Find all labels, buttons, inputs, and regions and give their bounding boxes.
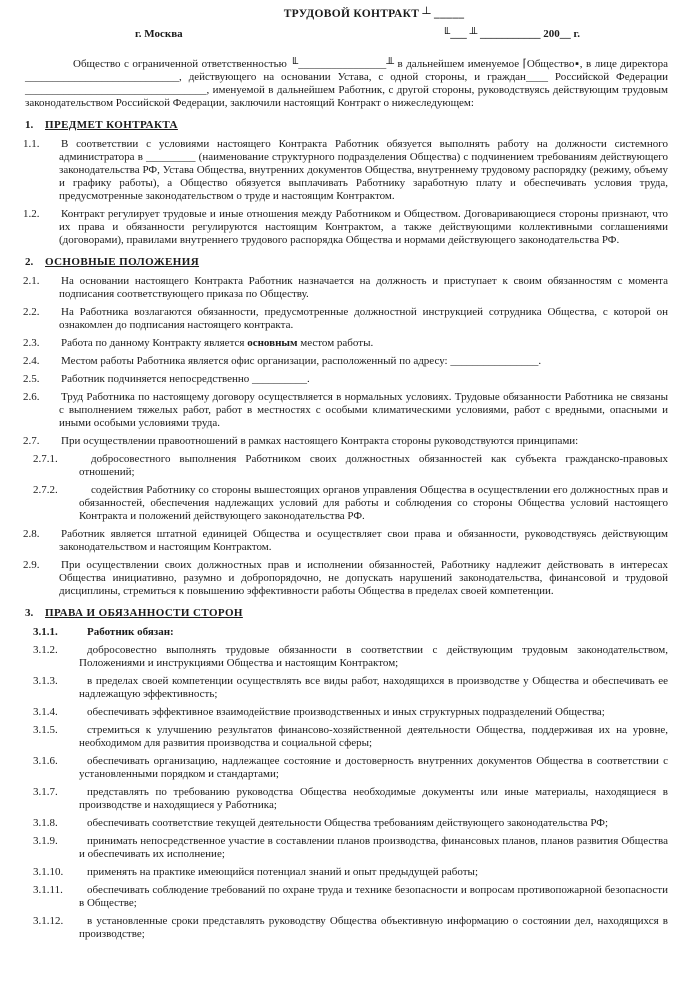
- clause-text: применять на практике имеющийся потенциал знаний и опыт предыдущей работы;: [87, 866, 478, 878]
- clause-number: 2.4.: [23, 355, 40, 367]
- clause-text: содействия Работнику со стороны вышестоящих органов управления Общества в осуществлении его должностных прав и обязанностей, обеспечения надлежащих условий для работы и соблюдения со стороны Общества условий настоящего Контракта и положений действующего законодательства РФ.: [79, 484, 668, 522]
- clause-2-8: [25, 528, 668, 554]
- clause-2-9: [25, 559, 668, 598]
- clause-3-1-5: [25, 724, 668, 750]
- clause-text: добросовестного выполнения Работником своих должностных обязанностей как субъекта гражданско-правовых отношений;: [79, 453, 668, 478]
- clause-2-4: [25, 355, 668, 368]
- section-heading-1: [25, 119, 668, 132]
- clause-text: Контракт регулирует трудовые и иные отношения между Работником и Обществом. Договаривающиеся стороны признают, что их права и обязанности регулируются настоящим Контрактом, а также действующими коллективными соглашениями (договорами), правилами внутреннего трудового распорядка Общества и нормами действующего законодательства РФ.: [59, 208, 668, 246]
- clause-text: Местом работы Работника является офис организации, расположенный по адресу: ________________.: [61, 355, 542, 367]
- preamble-paragraph: Общество с ограниченной ответственностью ╙________________╨ в дальнейшем именуемое ⌈Общество▪, в лице директора ____________________________, действующего на основании Устава, с одной стороны, и граждан____ Российской Федерации _________________________________, именуемой в дальнейшем Работник, с другой стороны, руководствуясь действующим трудовым законодательством Российской Федерации, заключили настоящий Контракт о нижеследующем:: [25, 58, 668, 109]
- clause-number: 3.1.4.: [33, 706, 58, 718]
- section-title: ОСНОВНЫЕ ПОЛОЖЕНИЯ: [45, 256, 200, 268]
- clause-2-1: [25, 275, 668, 301]
- clause-text: обеспечивать соблюдение требований по охране труда и технике безопасности и вопросам противопожарной безопасности в Обществе;: [79, 884, 668, 909]
- clause-number: 2.8.: [23, 528, 40, 540]
- clause-text: в пределах своей компетенции осуществлять все виды работ, находящихся в производстве у Общества и обеспечивать ее надлежащую эффективность;: [79, 675, 668, 700]
- clause-number: 3.1.3.: [33, 675, 58, 687]
- city-label: г. Москва: [135, 28, 183, 40]
- clause-text: При осуществлении своих должностных прав и исполнении обязанностей, Работнику надлежит действовать в интересах Общества инициативно, разумно и добропорядочно, не допускать нарушений законодательства, финансовой и трудовой дисциплины, стремиться к повышению эффективности работы Общества в пределах своей компетенции.: [59, 559, 668, 597]
- document-header-row: [25, 28, 668, 41]
- section-title: ПРАВА И ОБЯЗАННОСТИ СТОРОН: [45, 607, 243, 619]
- clause-text: обеспечивать соответствие текущей деятельности Общества требованиям действующего законодательства РФ;: [87, 817, 608, 829]
- clause-number: 2.9.: [23, 559, 40, 571]
- clause-number: 2.1.: [23, 275, 40, 287]
- clause-2-7-2: [25, 484, 668, 523]
- clause-number: 3.1.9.: [33, 835, 58, 847]
- clause-number: 2.7.1.: [33, 453, 58, 465]
- date-blank-line: ╙___ ╨ ___________ 200__ г.: [442, 28, 580, 40]
- clause-2-3: [25, 337, 668, 350]
- clause-text: На основании настоящего Контракта Работник назначается на должность и приступает к своим обязанностям с момента подписания соответствующего приказа по Обществу.: [59, 275, 668, 300]
- clause-text: Работник является штатной единицей Общества и осуществляет свои права и обязанности, руководствуясь действующим законодательством и настоящим Контрактом.: [59, 528, 668, 553]
- clause-2-5: [25, 373, 668, 386]
- clause-text: Работа по данному Контракту является: [61, 337, 248, 349]
- clause-text: Работник подчиняется непосредственно __________.: [61, 373, 310, 385]
- clause-text: добросовестно выполнять трудовые обязанности в соответствии с действующим трудовым законодательством, Положениями и инструкциями Общества и настоящим Контрактом;: [79, 644, 668, 669]
- clause-text: На Работника возлагаются обязанности, предусмотренные должностной инструкцией сотрудника Общества, с которой он ознакомлен до подписания настоящего контракта.: [59, 306, 668, 331]
- clause-number: 1.2.: [23, 208, 40, 220]
- clause-3-1-6: [25, 755, 668, 781]
- clause-number: 2.6.: [23, 391, 40, 403]
- clause-text: стремиться к улучшению результатов финансово-хозяйственной деятельности Общества, поддерживая их на уровне, необходимом для развития производства и социальной сферы;: [79, 724, 668, 749]
- clause-3-1-9: [25, 835, 668, 861]
- clause-number: 2.7.2.: [33, 484, 58, 496]
- clause-text: обеспечивать организацию, надлежащее состояние и достоверность внутренних документов Общества в соответствии с установленными порядком и стандартами;: [79, 755, 668, 780]
- clause-3-1-3: [25, 675, 668, 701]
- clause-3-1-1: [25, 626, 668, 639]
- clause-text: в установленные сроки представлять руководству Общества объективную информацию о состоянии дел, находящихся в производстве;: [79, 915, 668, 940]
- clause-text: представлять по требованию руководства Общества необходимые документы или иные материалы, находящиеся в производстве и находящиеся у Работника;: [79, 786, 668, 811]
- clause-text: При осуществлении правоотношений в рамках настоящего Контракта стороны руководствуются принципами:: [61, 435, 579, 447]
- section-number: 1.: [25, 119, 34, 131]
- clause-number: 3.1.11.: [33, 884, 63, 896]
- section-number: 2.: [25, 256, 34, 268]
- clause-3-1-2: [25, 644, 668, 670]
- clause-number: 3.1.10.: [33, 866, 64, 878]
- section-title: ПРЕДМЕТ КОНТРАКТА: [45, 119, 178, 131]
- clause-number: 1.1.: [23, 138, 40, 150]
- clause-3-1-11: [25, 884, 668, 910]
- clause-3-1-8: [25, 817, 668, 830]
- clause-1-2: [25, 208, 668, 247]
- clause-text: Работник обязан:: [87, 626, 174, 638]
- section-number: 3.: [25, 607, 34, 619]
- clause-1-1: [25, 138, 668, 203]
- clause-number: 3.1.2.: [33, 644, 58, 656]
- clause-number: 2.2.: [23, 306, 40, 318]
- clause-2-2: [25, 306, 668, 332]
- clause-2-6: [25, 391, 668, 430]
- clause-2-7: [25, 435, 668, 448]
- clause-3-1-12: [25, 915, 668, 941]
- clause-number: 3.1.8.: [33, 817, 58, 829]
- document-title: ТРУДОВОЙ КОНТРАКТ ┴ _____: [283, 8, 465, 20]
- clause-3-1-10: [25, 866, 668, 879]
- clause-text: Труд Работника по настоящему договору осуществляется в нормальных условиях. Трудовые обязанности Работника не связаны с выполнением тяжелых работ, работ в местностях с особыми климатическими условиями, работ с вредными, опасными и иными особыми условиями труда.: [59, 391, 668, 429]
- clause-number: 3.1.12.: [33, 915, 64, 927]
- clause-2-7-1: [25, 453, 668, 479]
- section-heading-3: [25, 607, 668, 620]
- clause-number: 3.1.5.: [33, 724, 58, 736]
- clause-text: местом работы.: [297, 337, 374, 349]
- clause-3-1-7: [25, 786, 668, 812]
- clause-number: 3.1.1.: [33, 626, 58, 638]
- section-heading-2: [25, 256, 668, 269]
- clause-number: 2.7.: [23, 435, 40, 447]
- clause-text: В соответствии с условиями настоящего Контракта Работник обязуется выполнять работу на должности системного администратора в _________ (наименование структурного подразделения Общества) с подчинением требованиям действующего законодательства РФ, Устава Общества, внутренних документов Общества, внутреннему трудовому распорядку (режиму, объему и графику работы), а Общество обязуется выплачивать Работнику заработную плату и обеспечивать условия труда, предусмотренные законодательством о труде и настоящим Контрактом.: [59, 138, 668, 202]
- clause-number: 2.5.: [23, 373, 40, 385]
- clause-text: принимать непосредственное участие в составлении планов производства, финансовых планов, планов развития Общества и обеспечивать их исполнение;: [79, 835, 668, 860]
- clause-text: обеспечивать эффективное взаимодействие производственных и иных структурных подразделений Общества;: [87, 706, 605, 718]
- clause-number: 3.1.6.: [33, 755, 58, 767]
- clause-number: 3.1.7.: [33, 786, 58, 798]
- clause-bold-text: основным: [247, 337, 298, 349]
- clause-3-1-4: [25, 706, 668, 719]
- clause-number: 2.3.: [23, 337, 40, 349]
